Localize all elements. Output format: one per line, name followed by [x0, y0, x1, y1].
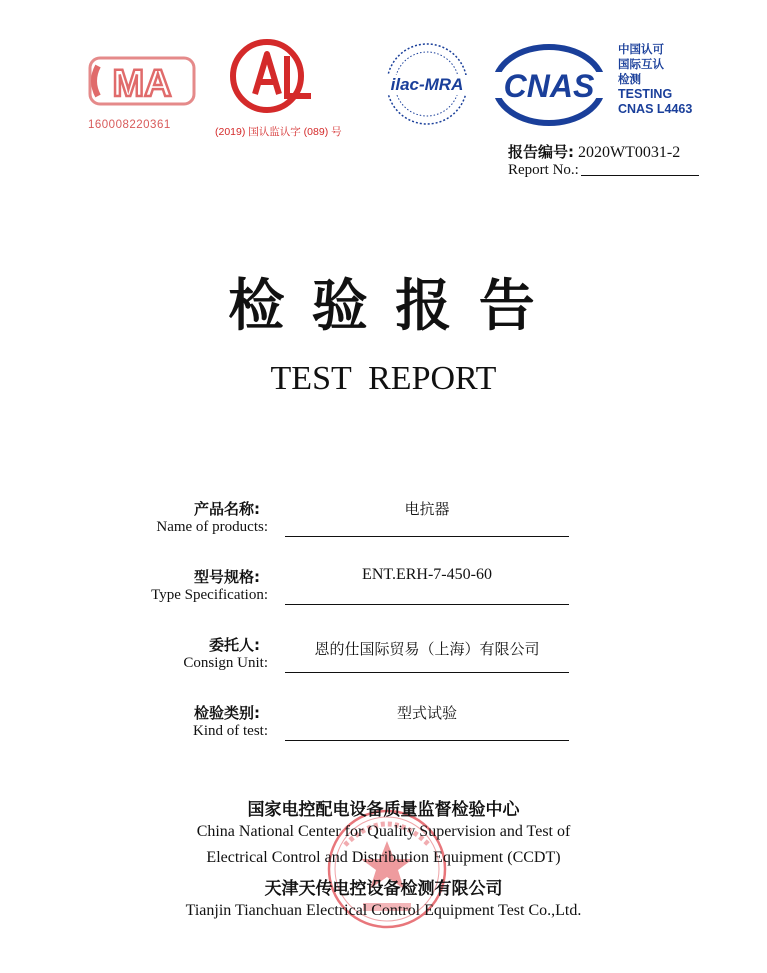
cnas-side-line: 国际互认 — [618, 57, 664, 71]
report-no-underline — [581, 174, 699, 176]
field-underline — [285, 740, 569, 741]
report-no-label-cn: 报告编号: — [508, 143, 574, 161]
report-no-block — [508, 141, 723, 179]
field-value: ENT.ERH-7-450-60 — [362, 566, 492, 583]
field-value: 恩的仕国际贸易（上海）有限公司 — [314, 640, 540, 658]
field-label-cn: 委托人: — [209, 636, 260, 654]
footer-company-en: Tianjin Tianchuan Electrical Control Equipment Test Co.,Ltd. — [185, 902, 582, 919]
cma-mark-icon — [88, 52, 200, 110]
ilac-text: ilac-MRA — [390, 75, 464, 94]
svg-text:MA: MA — [112, 63, 172, 105]
field-label-cn: 型号规格: — [194, 568, 260, 586]
field-consign-unit — [0, 634, 767, 684]
field-label-cn: 产品名称: — [194, 500, 260, 518]
title-cn: 检 验 报 告 — [228, 273, 539, 339]
cnas-text: CNAS — [503, 68, 595, 104]
footer-company-cn: 天津天传电控设备检测有限公司 — [264, 879, 503, 899]
report-no-value: 2020WT0031-2 — [578, 144, 681, 161]
cnas-side-line: TESTING — [618, 87, 673, 101]
field-underline — [285, 604, 569, 605]
cal-caption: (2019) 国认监认字 (089) 号 — [215, 126, 342, 138]
field-label-en: Kind of test: — [193, 723, 268, 739]
field-value: 电抗器 — [404, 500, 450, 518]
field-label-en: Name of products: — [156, 519, 268, 535]
field-label-cn: 检验类别: — [194, 704, 260, 722]
ilac-logo — [376, 38, 478, 130]
field-label-en: Type Specification: — [151, 587, 268, 603]
title-en: TEST REPORT — [270, 360, 497, 397]
field-underline — [285, 672, 569, 673]
footer-org-en-1: China National Center for Quality Supervision and Test of — [196, 823, 571, 840]
cal-mark-icon — [215, 32, 350, 120]
cnas-side-line: CNAS L4463 — [618, 102, 693, 116]
report-no-label-en: Report No.: — [508, 162, 579, 178]
cnas-side-line: 中国认可 — [618, 42, 664, 56]
field-label-en: Consign Unit: — [183, 655, 268, 671]
cma-logo — [88, 52, 200, 132]
field-product — [0, 498, 767, 548]
field-type-spec — [0, 566, 767, 616]
cnas-logo — [490, 42, 608, 128]
field-underline — [285, 536, 569, 537]
cal-logo — [215, 32, 350, 137]
field-kind-of-test — [0, 702, 767, 752]
field-value: 型式试验 — [396, 704, 457, 722]
cnas-side-line: 检测 — [618, 72, 641, 86]
footer-org-cn: 国家电控配电设备质量监督检验中心 — [247, 800, 520, 820]
footer-org-en-2: Electrical Control and Distribution Equipment (CCDT) — [206, 849, 561, 866]
cma-number: 160008220361 — [88, 119, 171, 131]
cnas-side-text — [618, 42, 728, 117]
